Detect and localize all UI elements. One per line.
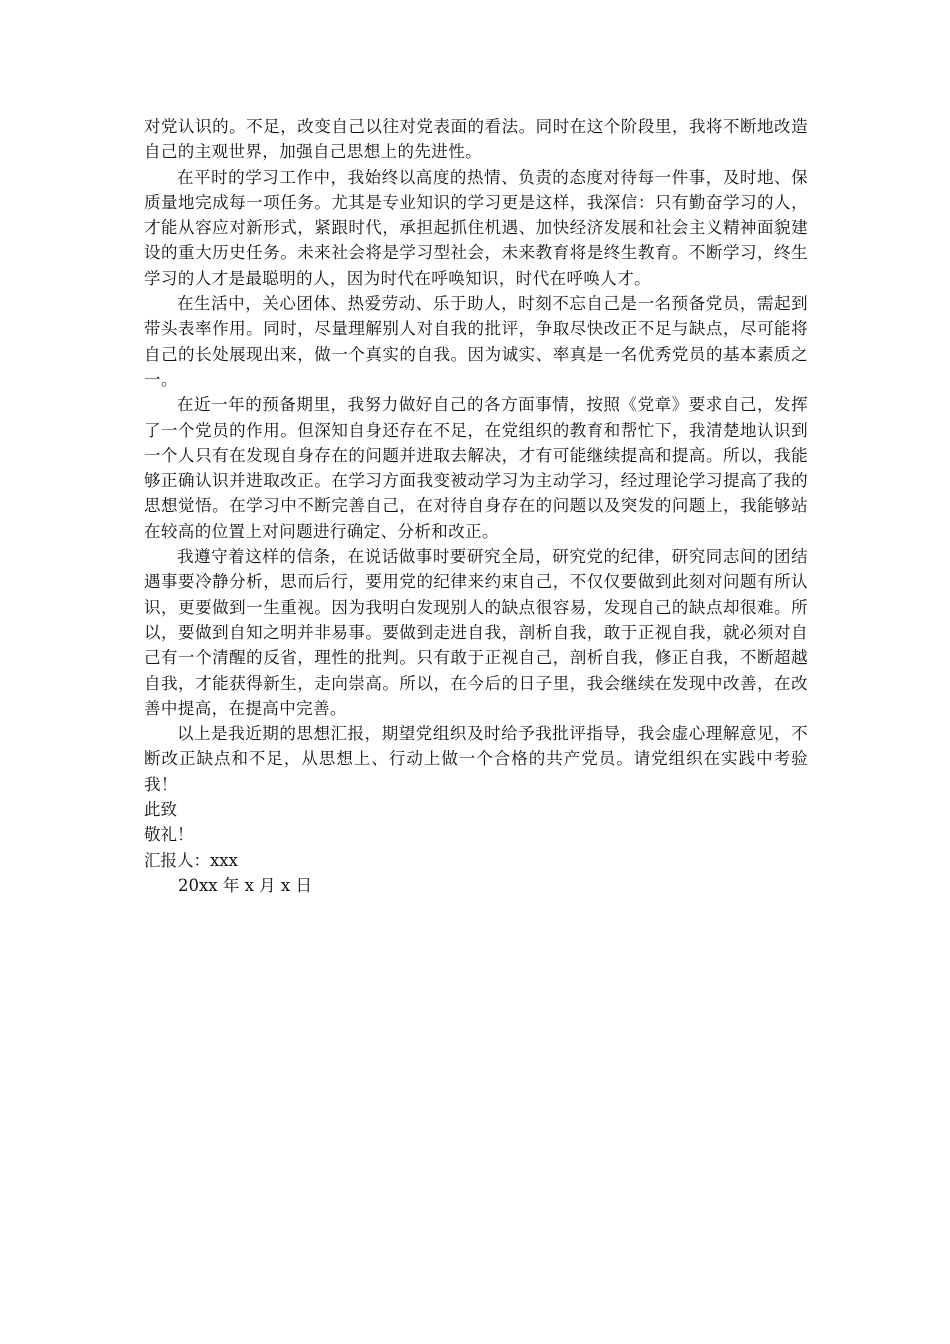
paragraph-creed: 我遵守着这样的信条，在说话做事时要研究全局，研究党的纪律，研究同志间的团结遇事要冷静分析，思而后行，要用党的纪律来约束自己，不仅仅要做到此刻对问题有所认识，更要做到一生重视。因为我明白发现别人的缺点很容易，发现自己的缺点却很难。所以，要做到自知之明并非易事。要做到走进自我，剖析自我，敢于正视自我，就必须对自己有一个清醒的反省，理性的批判。只有敢于正视自己，剖析自我，修正自我，不断超越自我，才能获得新生，走向崇高。所以，在今后的日子里，我会继续在发现中改善，在改善中提高，在提高中完善。 (144, 547, 808, 718)
closing-line: 此致 (144, 800, 177, 820)
paragraph-study-work: 在平时的学习工作中，我始终以高度的热情、负责的态度对待每一件事，及时地、保质量地完成每一项任务。尤其是专业知识的学习更是这样，我深信：只有勤奋学习的人，才能从容应对新形式，紧跟时代，承担起抓住机遇、加快经济发展和社会主义精神面貌建设的重大历史任务。未来社会将是学习型社会，未来教育将是终生教育。不断学习，终生学习的人才是最聪明的人，因为时代在呼唤知识，时代在呼唤人才。 (144, 167, 808, 288)
paragraph-daily-life: 在生活中，关心团体、热爱劳动、乐于助人，时刻不忘自己是一名预备党员，需起到带头表率作用。同时，尽量理解别人对自我的批评，争取尽快改正不足与缺点，尽可能将自己的长处展现出来，做一个真实的自我。因为诚实、率真是一名优秀党员的基本素质之一。 (144, 294, 808, 389)
reporter-signature: 汇报人：xxx (144, 850, 238, 870)
paragraph-probation: 在近一年的预备期里，我努力做好自己的各方面事情，按照《党章》要求自己，发挥了一个党员的作用。但深知自身还存在不足，在党组织的教育和帮忙下，我清楚地认识到一个人只有在发现自身存在的问题并进取去解决，才有可能继续提高和提高。所以，我能够正确认识并进取改正。在学习方面我变被动学习为主动学习，经过理论学习提高了我的思想觉悟。在学习中不断完善自己，在对待自身存在的问题以及突发的问题上，我能够站在较高的位置上对问题进行确定、分析和改正。 (144, 395, 808, 541)
paragraph-conclusion: 以上是我近期的思想汇报，期望党组织及时给予我批评指导，我会虚心理解意见，不断改正缺点和不足，从思想上、行动上做一个合格的共产党员。请党组织在实践中考验我！ (144, 724, 808, 794)
salute-line: 敬礼！ (144, 825, 194, 845)
paragraph-continued: 对党认识的。不足，改变自己以往对党表面的看法。同时在这个阶段里，我将不断地改造自己的主观世界，加强自己思想上的先进性。 (144, 117, 808, 162)
document-page (144, 114, 808, 898)
report-date: 20xx 年 x 月 x 日 (178, 875, 312, 895)
